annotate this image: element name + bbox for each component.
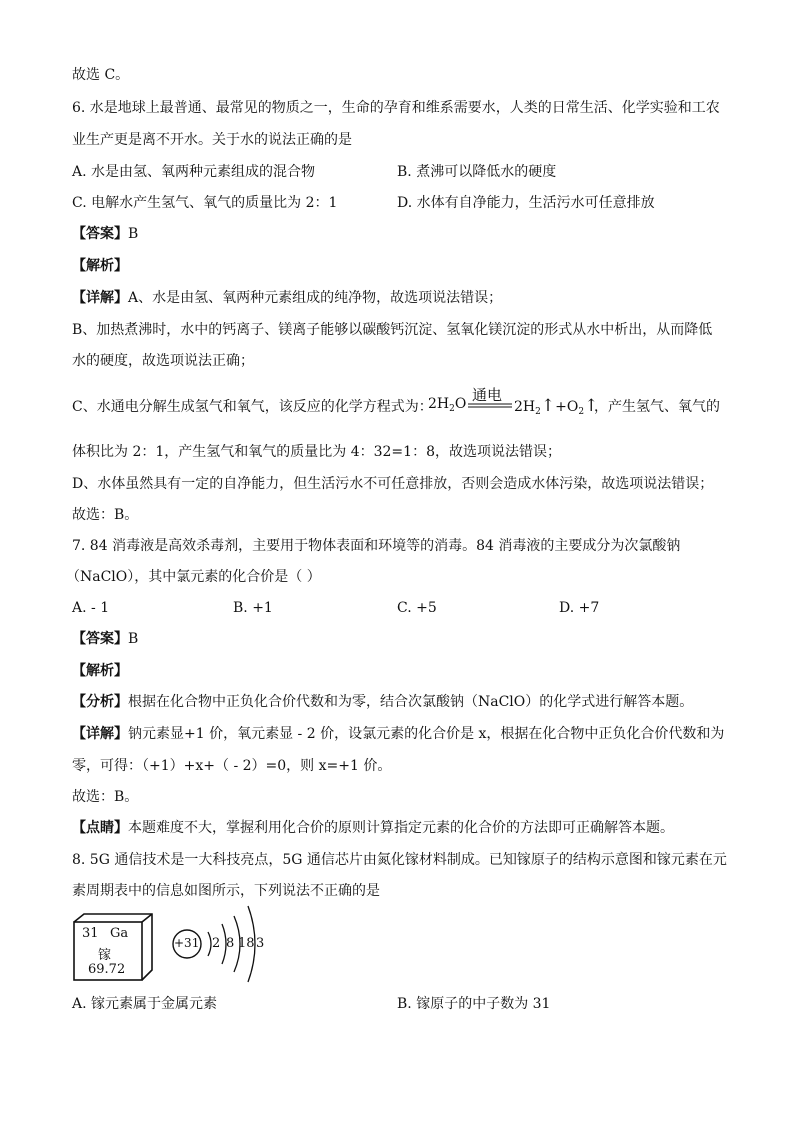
text-line: 故选 C。 <box>72 67 130 83</box>
element-mass: 69.72 <box>88 962 126 977</box>
shell-2-electrons: 8 <box>226 936 235 951</box>
question-6-stem-cont: 业生产更是离不开水。关于水的说法正确的是 <box>72 132 352 148</box>
option-c: C. 电解水产生氢气、氧气的质量比为 2：1 <box>72 195 338 211</box>
element-name: 镓 <box>98 948 112 963</box>
atom-structure-diagram <box>172 904 282 984</box>
comment-line <box>72 819 674 837</box>
shell-3-electrons: 18 <box>238 936 255 951</box>
text-line: ，产生氢气、氧气的 <box>594 399 720 415</box>
answer-value: B <box>128 226 139 242</box>
answer-tag: 【答案】 <box>72 226 128 242</box>
comment-text: 本题难度不大，掌握利用化合价的原则计算指定元素的化合价的方法即可正确解答本题。 <box>128 820 674 836</box>
analysis-sub-tag: 【分析】 <box>72 694 128 710</box>
detail-text: 钠元素显+1 价，氧元素显 - 2 价，设氯元素的化合价是 x，根据在化合物中正负化合价代数和为 <box>128 726 725 742</box>
shell-1-electrons: 2 <box>212 936 221 951</box>
detail-tag: 【详解】 <box>72 726 128 742</box>
answer-value: B <box>128 631 139 647</box>
question-7-stem: 7. 84 消毒液是高效杀毒剂，主要用于物体表面和环境等的消毒。84 消毒液的主要成分为次氯酸钠 <box>72 538 681 554</box>
option-b: B. +1 <box>233 600 273 616</box>
question-7-stem-cont: （NaClO），其中氯元素的化合价是（ ） <box>66 569 321 585</box>
question-8-stem-cont: 素周期表中的信息如图所示，下列说法不正确的是 <box>72 883 380 899</box>
text-line: 故选：B。 <box>72 789 139 805</box>
element-card <box>72 912 156 982</box>
detail-line <box>72 289 502 307</box>
text-line: D、水体虽然具有一定的自净能力，但生活污水不可任意排放，否则会造成水体污染，故选项说法错误； <box>72 476 714 492</box>
option-a: A. 镓元素属于金属元素 <box>72 996 218 1012</box>
text-line: C、水通电分解生成氢气和氧气，该反应的化学方程式为： <box>72 399 433 415</box>
equation-reactant: $2H_2O$ <box>428 396 467 414</box>
detail-text: A、水是由氢、氧两种元素组成的纯净物，故选项说法错误； <box>128 290 503 306</box>
detail-line <box>72 725 724 743</box>
shell-4-electrons: 3 <box>256 936 265 951</box>
text-line: 零，可得：（+1）+x+（ - 2）=0，则 x=+1 价。 <box>72 758 392 774</box>
option-a: A. - 1 <box>72 600 110 616</box>
analysis-tag: 【解析】 <box>72 663 128 679</box>
equation-products: $2H_2↑+O_2↑$ <box>514 396 599 417</box>
comment-tag: 【点睛】 <box>72 820 128 836</box>
answer-tag: 【答案】 <box>72 631 128 647</box>
option-c: C. +5 <box>397 600 437 616</box>
question-6-stem: 6. 水是地球上最普通、最常见的物质之一，生命的孕育和维系需要水，人类的日常生活、化学实验和工农 <box>72 100 720 116</box>
answer-line <box>72 225 138 243</box>
question-8-stem: 8. 5G 通信技术是一大科技亮点，5G 通信芯片由氮化镓材料制成。已知镓原子的结构示意图和镓元素在元 <box>72 852 727 868</box>
analysis-line <box>72 693 693 711</box>
answer-line <box>72 630 138 648</box>
option-b: B. 镓原子的中子数为 31 <box>397 996 551 1012</box>
nucleus-charge: +31 <box>174 936 200 950</box>
option-d: D. +7 <box>559 600 600 616</box>
equation-condition: 通电 <box>472 386 503 404</box>
option-d: D. 水体有自净能力，生活污水可任意排放 <box>397 195 655 211</box>
element-number: 31 <box>82 926 99 941</box>
element-symbol: Ga <box>110 926 129 941</box>
text-line: B、加热煮沸时，水中的钙离子、镁离子能够以碳酸钙沉淀、氢氧化镁沉淀的形式从水中析出，从而降低 <box>72 322 713 338</box>
detail-tag: 【详解】 <box>72 290 128 306</box>
analysis-text: 根据在化合物中正负化合价代数和为零，结合次氯酸钠（NaClO）的化学式进行解答本题。 <box>128 694 694 710</box>
text-line: 故选：B。 <box>72 507 139 523</box>
option-b: B. 煮沸可以降低水的硬度 <box>397 164 557 180</box>
text-line: 水的硬度，故选项说法正确； <box>72 353 254 369</box>
option-a: A. 水是由氢、氧两种元素组成的混合物 <box>72 164 316 180</box>
analysis-tag: 【解析】 <box>72 258 128 274</box>
text-line: 体积比为 2：1，产生氢气和氧气的质量比为 4：32=1：8，故选项说法错误； <box>72 444 561 460</box>
